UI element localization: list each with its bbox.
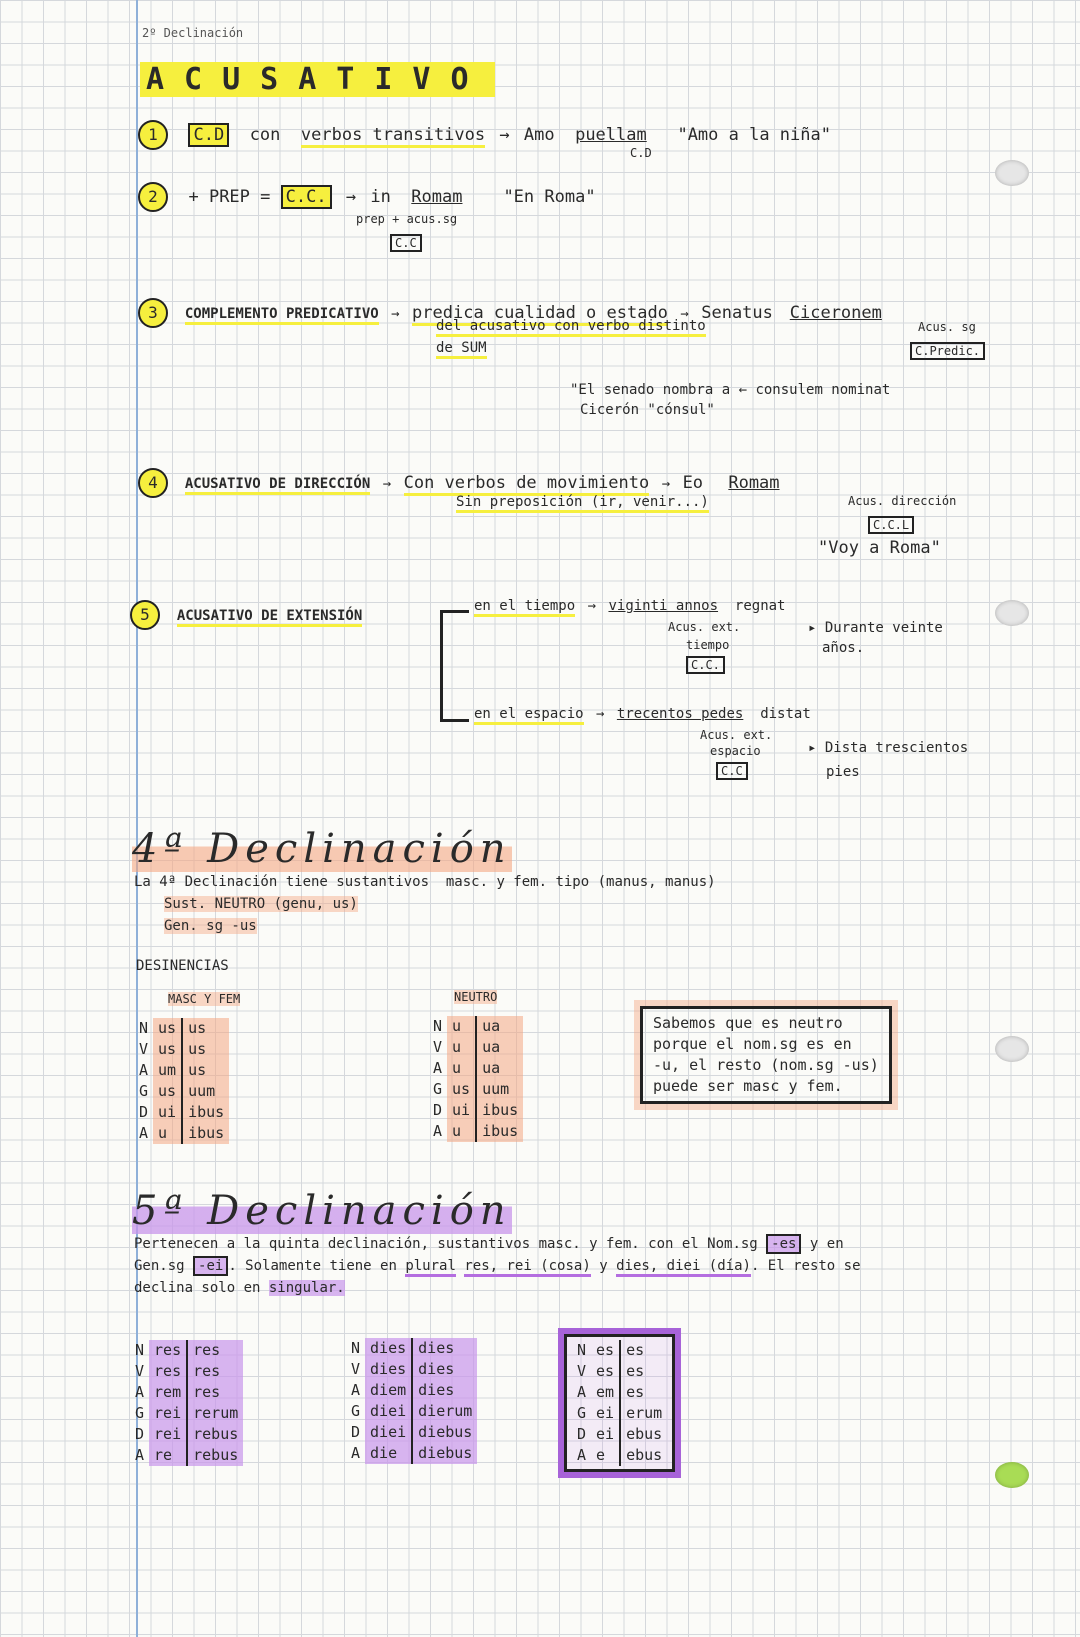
res-table (130, 1340, 243, 1466)
case-row (428, 1037, 523, 1058)
case-row (346, 1422, 477, 1443)
neutro-table (428, 1016, 523, 1142)
acus-item-5-ex2-trans2: pies (826, 764, 860, 780)
acus-item-5-ex1-sub3: C.C. (686, 656, 725, 674)
quinta-line1: Pertenecen a la quinta declinación, sustantivos masc. y fem. con el Nom.sg -es y en (134, 1236, 844, 1252)
acus-item-5-branch1: en el tiempo → viginti annos regnat (474, 598, 785, 614)
case-row (346, 1338, 477, 1359)
case-letter: V (135, 1362, 145, 1380)
singular-ending: u (447, 1037, 476, 1058)
case-letter: A (577, 1446, 587, 1464)
case-letter: A (135, 1446, 145, 1464)
singular-ending: diei (365, 1401, 412, 1422)
plural-ending: ebus (620, 1445, 667, 1466)
acus-item-5-ex1-sub2: tiempo (686, 638, 730, 652)
case-letter: G (433, 1080, 443, 1098)
singular-ending: e (596, 1446, 606, 1464)
case-letter: N (139, 1019, 149, 1037)
acus-item-3-sub2: C.Predic. (910, 342, 985, 360)
plural-ending: res (187, 1361, 243, 1382)
plural-ending: us (182, 1018, 229, 1039)
case-row (572, 1445, 667, 1466)
case-letter: N (433, 1017, 443, 1035)
singular-ending: u (153, 1123, 182, 1144)
case-letter: A (139, 1124, 149, 1142)
case-row (346, 1359, 477, 1380)
plural-ending: ibus (182, 1102, 229, 1123)
plural-ending: dies (412, 1338, 477, 1359)
acus-item-4-sub2: C.C.L (868, 516, 914, 534)
acus-item-5-ex2-trans1: ▸ Dista trescientos (808, 740, 969, 756)
singular-ending: rei (149, 1424, 187, 1445)
plural-ending: es (620, 1382, 667, 1403)
acus-item-5: 5 ACUSATIVO DE EXTENSIÓN (130, 600, 362, 630)
case-row (572, 1424, 667, 1445)
quinta-line3: declina solo en singular. (134, 1280, 345, 1296)
acus-item-5-ex1-sub1: Acus. ext. (668, 620, 741, 634)
plural-ending: diebus (412, 1443, 477, 1464)
acus-item-2-sub2: C.C (390, 234, 422, 252)
case-row (134, 1060, 229, 1081)
punch-hole (995, 600, 1029, 626)
extension-bracket (440, 610, 469, 722)
plural-ending: rebus (187, 1424, 243, 1445)
acus-item-5-ex1-trans2: años. (822, 640, 865, 656)
case-row (134, 1102, 229, 1123)
plural-ending: ibus (182, 1123, 229, 1144)
acus-item-5-ex2-sub2: espacio (710, 744, 761, 758)
acus-item-5-ex2-sub3: C.C (716, 762, 748, 780)
singular-ending: diei (365, 1422, 412, 1443)
plural-ending: es (620, 1340, 667, 1361)
dies-table (346, 1338, 477, 1464)
case-row (428, 1079, 523, 1100)
case-letter: V (433, 1038, 443, 1056)
masc-header: MASC Y FEM (168, 992, 241, 1006)
acus-item-3-translation2: Cicerón "cónsul" (580, 402, 715, 418)
acus-item-3-desc2: del acusativo con verbo distinto (436, 318, 706, 337)
case-letter: D (433, 1101, 443, 1119)
plural-ending: uum (182, 1081, 229, 1102)
case-letter: N (577, 1341, 587, 1359)
endings-box (558, 1328, 681, 1478)
case-letter: D (135, 1425, 145, 1443)
case-row (346, 1380, 477, 1401)
plural-ending: ua (476, 1037, 523, 1058)
punch-hole (995, 1462, 1029, 1488)
plural-ending: ebus (620, 1424, 667, 1445)
singular-ending: diem (365, 1380, 412, 1401)
acus-item-5-branch2: en el espacio → trecentos pedes distat (474, 706, 811, 722)
cuarta-line2: Sust. NEUTRO (genu, us) (164, 896, 358, 912)
acus-item-1-sub: C.D (630, 146, 652, 160)
case-letter: G (135, 1404, 145, 1422)
case-row (134, 1018, 229, 1039)
singular-ending: res (149, 1340, 187, 1361)
plural-ending: ua (476, 1016, 523, 1037)
singular-ending: dies (365, 1359, 412, 1380)
acus-item-3-desc3: de SUM (436, 340, 487, 359)
plural-ending: erum (620, 1403, 667, 1424)
case-row (346, 1443, 477, 1464)
desinencias-label: DESINENCIAS (136, 958, 229, 974)
case-row (428, 1100, 523, 1121)
case-letter: A (351, 1381, 361, 1399)
case-letter: D (351, 1423, 361, 1441)
singular-ending: u (447, 1121, 476, 1142)
case-letter: G (139, 1082, 149, 1100)
singular-ending: us (153, 1039, 182, 1060)
singular-ending: re (149, 1445, 187, 1466)
case-letter: A (139, 1061, 149, 1079)
plural-ending: dies (412, 1359, 477, 1380)
case-row (572, 1361, 667, 1382)
singular-ending: ei (596, 1425, 615, 1443)
case-row (572, 1403, 667, 1424)
case-row (134, 1081, 229, 1102)
note-line: puede ser masc y fem. (653, 1077, 843, 1095)
acus-item-4-desc2: Sin preposición (ir, venir...) (456, 494, 709, 513)
singular-ending: u (447, 1016, 476, 1037)
case-row (346, 1401, 477, 1422)
acus-item-2: 2 + PREP = C.C. → in Romam "En Roma" (138, 182, 596, 212)
plural-ending: uum (476, 1079, 523, 1100)
punch-hole (995, 160, 1029, 186)
acus-item-5-ex1-trans1: ▸ Durante veinte (808, 620, 943, 636)
plural-ending: dies (412, 1380, 477, 1401)
neutro-header: NEUTRO (454, 990, 498, 1004)
endings-table (572, 1340, 667, 1466)
plural-ending: es (620, 1361, 667, 1382)
acus-item-3-sub1: Acus. sg (918, 320, 976, 334)
case-letter: V (351, 1360, 361, 1378)
case-row (428, 1016, 523, 1037)
plural-ending: ibus (476, 1121, 523, 1142)
case-row (428, 1058, 523, 1079)
singular-ending: res (149, 1361, 187, 1382)
case-row (130, 1445, 243, 1466)
acus-item-2-sub1: prep + acus.sg (356, 212, 458, 226)
case-letter: A (351, 1444, 361, 1462)
plural-ending: res (187, 1382, 243, 1403)
case-row (130, 1340, 243, 1361)
case-row (130, 1403, 243, 1424)
case-row (130, 1382, 243, 1403)
case-row (134, 1123, 229, 1144)
plural-ending: rerum (187, 1403, 243, 1424)
quinta-title: 5ª Declinación (132, 1188, 512, 1234)
case-letter: A (577, 1383, 587, 1401)
singular-ending: us (153, 1018, 182, 1039)
singular-ending: es (596, 1341, 615, 1359)
page-header: 2º Declinación (142, 26, 244, 40)
note-line: -u, el resto (nom.sg -us) (653, 1056, 879, 1074)
case-letter: N (135, 1341, 145, 1359)
plural-ending: ua (476, 1058, 523, 1079)
acus-item-5-ex2-sub1: Acus. ext. (700, 728, 773, 742)
singular-ending: us (153, 1081, 182, 1102)
plural-ending: res (187, 1340, 243, 1361)
cuarta-title: 4ª Declinación (132, 826, 512, 872)
plural-ending: us (182, 1060, 229, 1081)
singular-ending: es (596, 1362, 615, 1380)
plural-ending: ibus (476, 1100, 523, 1121)
case-letter: A (433, 1122, 443, 1140)
note-line: porque el nom.sg es en (653, 1035, 852, 1053)
singular-ending: u (447, 1058, 476, 1079)
singular-ending: rei (149, 1403, 187, 1424)
singular-ending: us (447, 1079, 476, 1100)
case-row (134, 1039, 229, 1060)
note-line: Sabemos que es neutro (653, 1014, 843, 1032)
acus-item-4-sub1: Acus. dirección (848, 494, 957, 508)
singular-ending: ei (596, 1404, 615, 1422)
cuarta-line1: La 4ª Declinación tiene sustantivos masc. y fem. tipo (manus, manus) (134, 874, 716, 890)
acus-item-4-translation: "Voy a Roma" (818, 538, 941, 558)
cuarta-line3: Gen. sg -us (164, 918, 257, 934)
singular-ending: die (365, 1443, 412, 1464)
plural-ending: us (182, 1039, 229, 1060)
plural-ending: dierum (412, 1401, 477, 1422)
neutro-note (640, 1006, 892, 1104)
case-letter: V (577, 1362, 587, 1380)
case-letter: V (139, 1040, 149, 1058)
punch-hole (995, 1036, 1029, 1062)
plural-ending: rebus (187, 1445, 243, 1466)
case-row (572, 1340, 667, 1361)
singular-ending: em (596, 1383, 615, 1401)
acus-item-3-translation1: "El senado nombra a ← consulem nominat (570, 382, 891, 398)
case-letter: D (577, 1425, 587, 1443)
acus-item-1: 1 C.D con verbos transitivos → Amo puellam "Amo a la niña" (138, 120, 831, 150)
case-letter: N (351, 1339, 361, 1357)
case-row (428, 1121, 523, 1142)
case-letter: A (433, 1059, 443, 1077)
singular-ending: ui (153, 1102, 182, 1123)
singular-ending: rem (149, 1382, 187, 1403)
singular-ending: ui (447, 1100, 476, 1121)
singular-ending: um (153, 1060, 182, 1081)
case-letter: G (577, 1404, 587, 1422)
case-letter: G (351, 1402, 361, 1420)
case-letter: A (135, 1383, 145, 1401)
singular-ending: dies (365, 1338, 412, 1359)
case-row (572, 1382, 667, 1403)
acus-item-3: 3 COMPLEMENTO PREDICATIVO → predica cualidad o estado → Senatus Ciceronem (138, 298, 882, 328)
case-row (130, 1424, 243, 1445)
acus-item-4: 4 ACUSATIVO DE DIRECCIÓN → Con verbos de movimiento → Eo Romam (138, 468, 780, 498)
case-row (130, 1361, 243, 1382)
plural-ending: diebus (412, 1422, 477, 1443)
case-letter: D (139, 1103, 149, 1121)
acusativo-title: ACUSATIVO (140, 62, 495, 97)
masc-fem-table (134, 1018, 229, 1144)
quinta-line2: Gen.sg -ei . Solamente tiene en plural res, rei (cosa) y dies, diei (día). El resto se (134, 1258, 861, 1274)
